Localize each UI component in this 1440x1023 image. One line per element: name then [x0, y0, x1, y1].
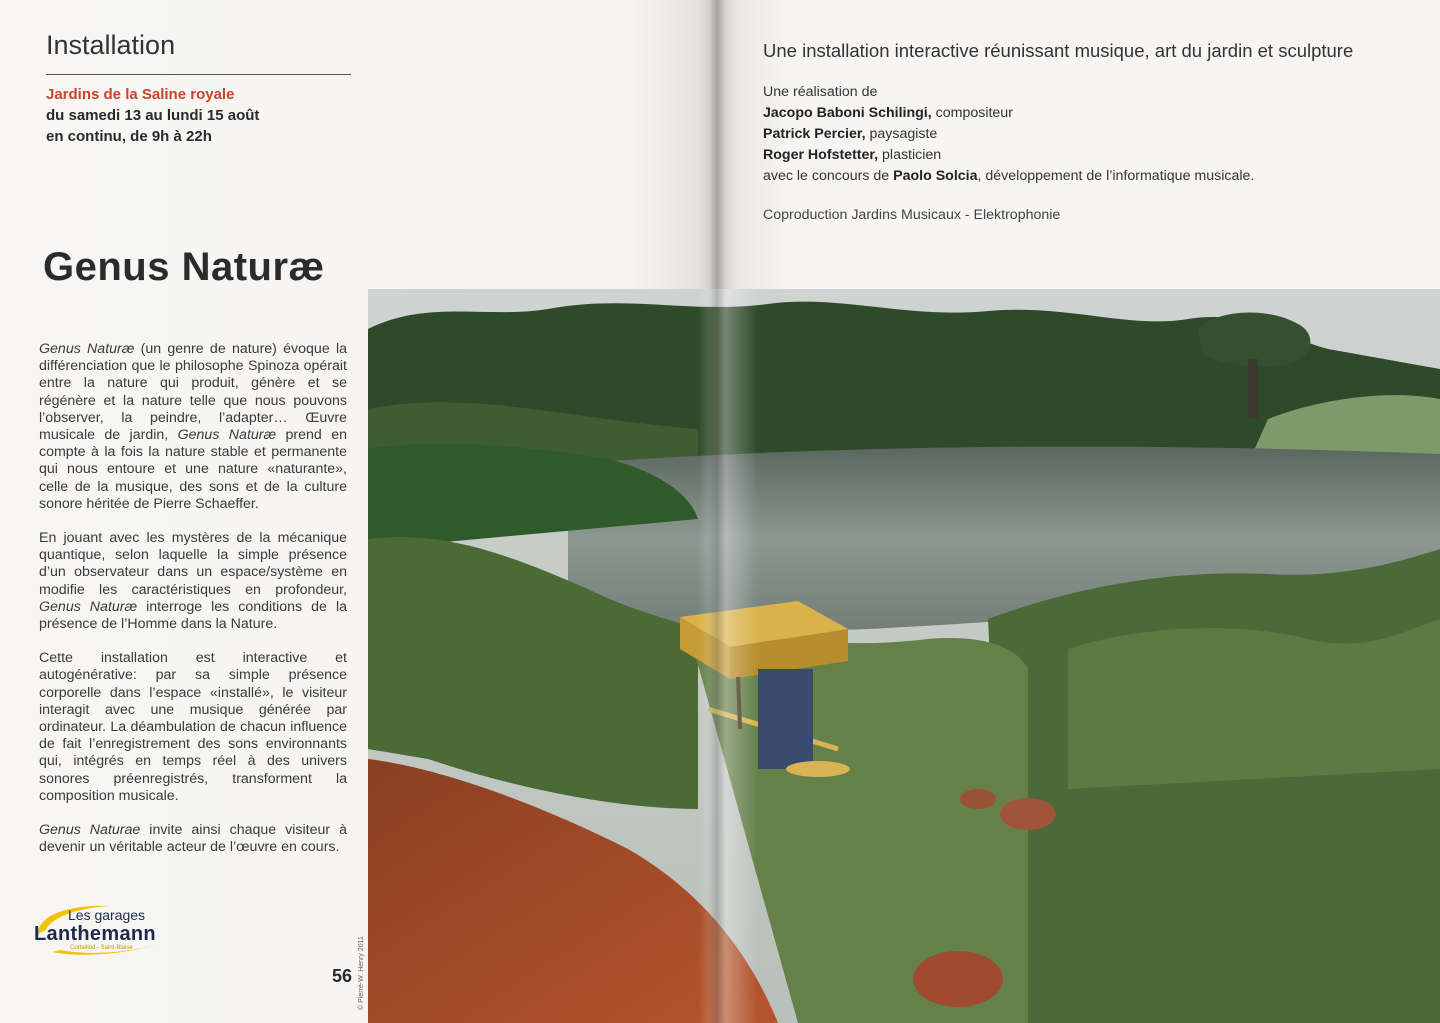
landscape-photo	[368, 289, 1440, 1023]
contributor-name: Patrick Percier,	[763, 126, 866, 142]
paragraph-text: prend en compte à la fois la nature stable et permanente qui nous entoure et une nature «naturante», celle de la musique, des sons et de la culture sonore héritée de Pierre Schaeffer.	[39, 427, 347, 512]
realisation-intro: Une réalisation de	[763, 84, 878, 100]
section-label: Installation	[46, 30, 176, 60]
date-line-2: en continu, de 9h à 22h	[46, 128, 212, 145]
assist-suffix: , développement de l’informatique musicale.	[977, 168, 1255, 184]
body-text	[39, 341, 347, 873]
paragraph-text: En jouant avec les mystères de la mécanique quantique, selon laquelle la simple présence d’un observateur dans un espace/système en modifie les caractéristiques en profondeur,	[39, 530, 347, 598]
paragraph-4	[39, 822, 347, 856]
assist-line	[763, 166, 1254, 187]
contributor-line	[763, 145, 1254, 166]
assist-prefix: avec le concours de	[763, 168, 894, 184]
contributor-role: plasticien	[878, 147, 942, 163]
date-line-1: du samedi 13 au lundi 15 août	[46, 107, 260, 124]
paragraph-3	[39, 650, 347, 805]
contributor-role: paysagiste	[865, 126, 938, 142]
contributor-line	[763, 103, 1254, 124]
paragraph-text: interroge les conditions de la présence de l’Homme dans la Nature.	[39, 598, 347, 633]
italic-title: Genus Naturae	[39, 822, 141, 839]
installation-subtitle: Une installation interactive réunissant musique, art du jardin et sculpture	[763, 40, 1354, 61]
contributor-line	[763, 124, 1254, 145]
contributor-name: Roger Hofstetter,	[763, 147, 879, 163]
paragraph-1	[39, 341, 347, 513]
venue: Jardins de la Saline royale	[46, 86, 235, 103]
paragraph-text: Cette installation est interactive et autogénérative: par sa simple présence corporelle dans l’espace «installé», le visiteur interagit avec une musique générée par ordinateur. La déambulation de chacun influence de fait l’enregistrement des sons environnants qui, intégrés en temps réel à des univers sonores préenregistrés, transforment la composition musicale.	[39, 650, 347, 804]
photo-credit: © Pierre-W. Henry 2011	[358, 936, 365, 1010]
italic-title: Genus Naturæ	[39, 341, 135, 357]
credits-block	[763, 82, 1254, 187]
logo-text-line1: Les garages	[68, 907, 146, 923]
italic-title: Genus Naturæ	[39, 598, 138, 615]
paragraph-text: invite ainsi chaque visiteur à devenir un véritable acteur de l’œuvre en cours.	[39, 822, 347, 856]
header-rule	[46, 74, 351, 75]
contributor-name: Jacopo Baboni Schilingi,	[763, 105, 932, 121]
page-number: 56	[332, 966, 353, 986]
book-spine	[708, 0, 726, 1023]
contributor-role: compositeur	[931, 105, 1013, 121]
work-title: Genus Naturæ	[43, 245, 325, 289]
italic-title: Genus Naturæ	[177, 427, 277, 444]
coproduction-line: Coproduction Jardins Musicaux - Elektrophonie	[763, 207, 1061, 223]
logo-text-line3: Cortaillod - Saint-Blaise	[70, 945, 133, 951]
paragraph-2	[39, 530, 347, 633]
landscape-photo-drawing	[368, 289, 1440, 1023]
assist-name: Paolo Solcia	[893, 168, 978, 184]
paragraph-text: (un genre de nature) évoque la différenciation que le philosophe Spinoza opérait entre la nature qui produit, génère et se régénère et la nature telle que nous pouvons l’observer, la peindre, l’adapter… Œuvre musicale de jardin,	[39, 341, 348, 444]
logo-text-line2: Lanthemann	[34, 923, 156, 945]
